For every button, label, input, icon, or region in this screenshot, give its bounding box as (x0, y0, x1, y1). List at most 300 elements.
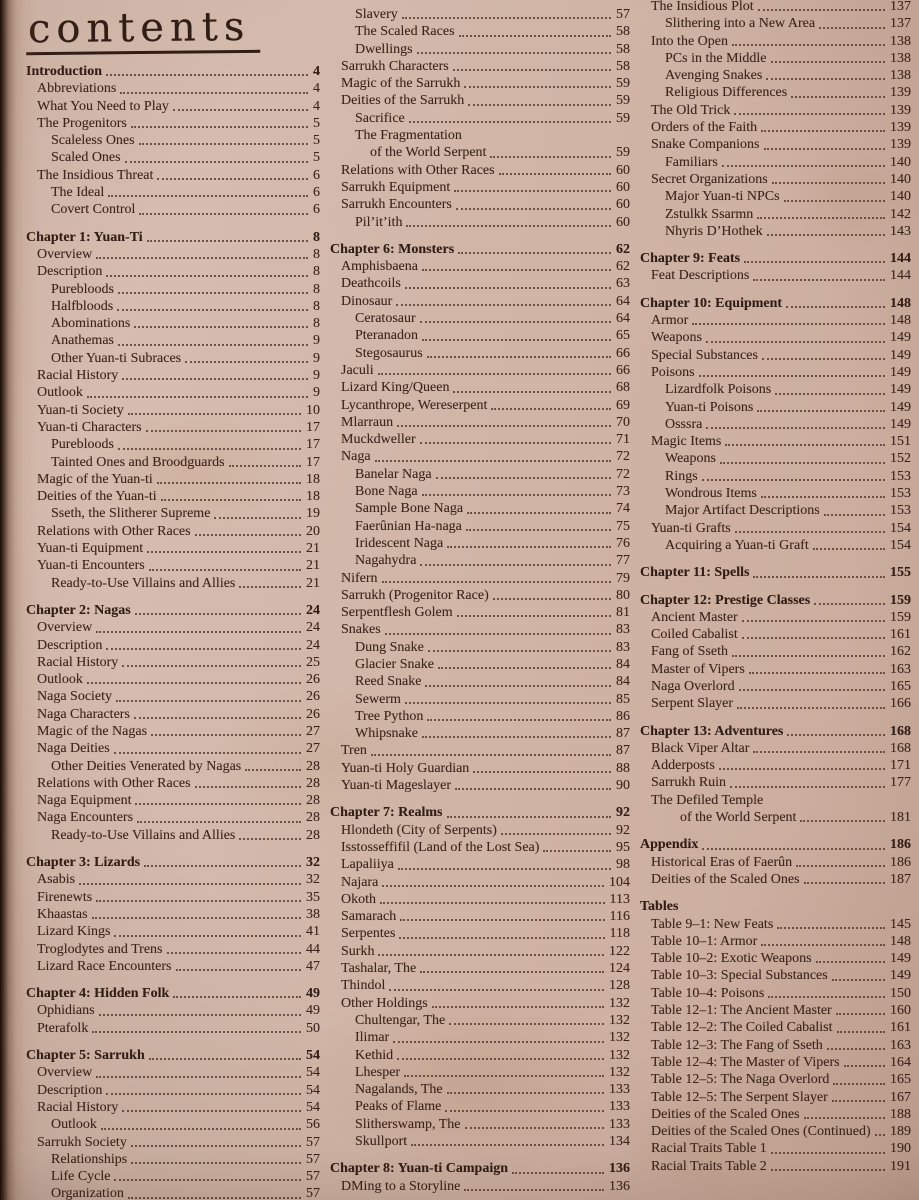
toc-entry (640, 223, 911, 240)
toc-entry (26, 298, 320, 315)
page-number: 85 (616, 691, 630, 707)
toc-entry (330, 977, 630, 994)
page-number: 9 (313, 385, 320, 401)
leader-dots (404, 1075, 604, 1077)
page-number: 72 (616, 466, 630, 482)
toc-entry (26, 575, 320, 592)
leader-dots (79, 883, 301, 885)
leader-dots (777, 927, 885, 929)
page-number: 148 (890, 313, 911, 329)
leader-dots (167, 952, 301, 954)
entry-title: Sarrukh Society (37, 1134, 127, 1150)
leader-dots (758, 9, 885, 11)
leader-dots (819, 27, 885, 29)
page-number: 26 (306, 689, 320, 705)
toc-entry (640, 1106, 911, 1123)
entry-title: Tainted Ones and Broodguards (51, 454, 225, 470)
entry-title: Chapter 6: Monsters (330, 241, 455, 257)
entry-title: Appendix (640, 837, 699, 853)
leader-dots (800, 820, 885, 822)
leader-dots (96, 900, 301, 902)
entry-title: Chapter 1: Yuan-Ti (26, 229, 143, 245)
entry-title: Tables (640, 899, 679, 915)
leader-dots (767, 234, 885, 236)
leader-dots (706, 427, 885, 429)
leader-dots (92, 917, 301, 919)
toc-entry (330, 621, 630, 638)
leader-dots (422, 269, 611, 271)
page-number: 144 (890, 268, 911, 284)
entry-title: Ophidians (37, 1003, 95, 1019)
page-number: 159 (890, 592, 911, 608)
leader-dots (771, 61, 885, 63)
toc-entry (330, 23, 630, 40)
toc-entry (26, 201, 320, 218)
page-number: 152 (890, 451, 911, 467)
entry-title: Asabis (37, 872, 76, 888)
entry-title: The Old Trick (651, 102, 731, 118)
entry-title: The Insidious Plot (651, 0, 754, 14)
page-number: 86 (616, 708, 630, 724)
toc-entry (330, 6, 630, 23)
entry-title: The Insidious Threat (37, 167, 154, 183)
leader-dots (453, 69, 611, 71)
page-number: 149 (890, 382, 911, 398)
toc-entry (640, 774, 911, 791)
entry-title: Tren (341, 743, 367, 759)
entry-title: Coiled Cabalist (651, 627, 738, 643)
leader-dots (732, 655, 885, 657)
entry-title: Hlondeth (City of Serpents) (341, 822, 497, 838)
toc-entry (330, 839, 630, 856)
toc-entry-continuation (330, 144, 630, 161)
entry-title: Pil’it’ith (355, 214, 403, 230)
page-number: 124 (609, 961, 630, 977)
leader-dots (116, 700, 301, 702)
toc-entry (330, 995, 630, 1012)
leader-dots (786, 306, 885, 308)
entry-title: Snake Companions (651, 137, 760, 153)
toc-entry (640, 50, 911, 67)
toc-entry (640, 985, 911, 1002)
toc-chapter-entry (330, 804, 630, 821)
toc-entry (640, 871, 911, 888)
toc-entry (640, 916, 911, 933)
page-number: 50 (306, 1020, 320, 1036)
toc-entry (26, 775, 320, 792)
toc-entry (330, 908, 630, 925)
leader-dots (147, 240, 308, 242)
toc-entry (26, 540, 320, 557)
leader-dots (402, 17, 611, 19)
page-number: 18 (306, 489, 320, 505)
toc-entry (330, 500, 630, 517)
page-number: 150 (890, 985, 911, 1001)
leader-dots (438, 667, 611, 669)
page-number: 60 (616, 214, 630, 230)
page-number: 41 (306, 924, 320, 940)
entry-title: Sarrukh (Progenitor Race) (341, 587, 489, 603)
page-number: 54 (306, 1048, 320, 1064)
entry-title: Yuan-ti Grafts (651, 520, 731, 536)
page-number: 4 (313, 64, 320, 79)
page-number: 87 (616, 743, 630, 759)
leader-dots (761, 130, 885, 132)
leader-dots (409, 121, 611, 123)
leader-dots (422, 736, 611, 738)
toc-entry (330, 708, 630, 725)
page-number: 143 (890, 223, 911, 239)
leader-dots (117, 309, 308, 311)
toc-entry (640, 626, 911, 643)
entry-title: Into the Open (651, 33, 728, 49)
toc-entry (26, 1151, 320, 1168)
page-number: 17 (306, 419, 320, 435)
leader-dots (397, 425, 611, 427)
leader-dots (499, 173, 611, 175)
entry-title: Acquiring a Yuan-ti Graft (665, 537, 809, 553)
toc-entry (26, 263, 320, 280)
toc-entry (640, 933, 911, 950)
leader-dots (768, 996, 885, 998)
leader-dots (455, 788, 611, 790)
toc-entry (330, 822, 630, 839)
leader-dots (744, 261, 885, 263)
toc-entry (26, 958, 320, 975)
entry-title: Chapter 7: Realms (330, 805, 443, 821)
toc-entry (640, 485, 911, 502)
leader-dots (420, 442, 611, 444)
toc-chapter-entry (26, 854, 320, 871)
page-number: 6 (313, 185, 320, 201)
entry-title: Abbreviations (37, 81, 117, 97)
page-number: 57 (306, 1134, 320, 1150)
page-number: 8 (313, 264, 320, 280)
page-number: 159 (890, 609, 911, 625)
leader-dots (118, 292, 308, 294)
page-number: 128 (609, 978, 630, 994)
entry-title: Deities of the Scaled Ones (651, 871, 800, 887)
entry-title: Yuan-ti Encounters (37, 558, 145, 574)
page-number: 28 (306, 758, 320, 774)
toc-entry (26, 706, 320, 723)
toc-entry (330, 379, 630, 396)
toc-entry (26, 149, 320, 166)
leader-dots (445, 1110, 604, 1112)
page-number: 4 (313, 81, 320, 97)
entry-title: Lycanthrope, Wereserpent (341, 397, 488, 413)
page-number: 139 (890, 102, 911, 118)
toc-entry (640, 1019, 911, 1036)
page-number: 83 (616, 639, 630, 655)
toc-entry (330, 275, 630, 292)
entry-title: The Fragmentation (355, 128, 462, 144)
entry-title: Feat Descriptions (651, 268, 750, 284)
page-number: 136 (609, 1161, 630, 1177)
entry-title: Purebloods (51, 281, 114, 297)
leader-dots (832, 1100, 885, 1102)
page-number: 32 (306, 855, 320, 871)
toc-entry (330, 874, 630, 891)
entry-title: Weapons (651, 330, 702, 346)
page-number: 60 (616, 162, 630, 178)
page-number: 148 (890, 295, 911, 311)
toc-chapter-entry (330, 241, 630, 258)
entry-title: Tree Python (355, 708, 424, 724)
page-number: 118 (609, 926, 630, 942)
leader-dots (699, 375, 885, 377)
toc-entry (330, 214, 630, 231)
page-number: 191 (890, 1158, 911, 1174)
entry-title: Slitherswamp, The (355, 1116, 461, 1132)
page-number: 9 (313, 333, 320, 349)
toc-entry (26, 471, 320, 488)
page-number: 92 (616, 822, 630, 838)
toc-entry (26, 1185, 320, 1200)
leader-dots (734, 113, 885, 115)
entry-title: Religious Differences (665, 85, 788, 101)
leader-dots (720, 462, 885, 464)
leader-dots (122, 665, 301, 667)
page-number: 161 (890, 627, 911, 643)
page-number: 133 (609, 1082, 630, 1098)
toc-entry (26, 809, 320, 826)
toc-entry (330, 925, 630, 942)
page-number: 58 (616, 41, 630, 57)
entry-title: Sewerm (355, 691, 401, 707)
entry-title: Other Deities Venerated by Nagas (51, 758, 242, 774)
page-number: 160 (890, 1003, 911, 1019)
leader-dots (453, 391, 611, 393)
toc-entry (330, 1047, 630, 1064)
entry-title: Khaastas (37, 906, 88, 922)
toc-entry (640, 757, 911, 774)
entry-title: Whipsnake (355, 726, 418, 742)
toc-entry (330, 1116, 630, 1133)
toc-chapter-entry (640, 250, 911, 267)
entry-title: Skullport (355, 1134, 408, 1149)
entry-title: Serpentes (341, 926, 396, 942)
entry-title: Naga (341, 449, 371, 465)
toc-entry (330, 1029, 630, 1046)
leader-dots (106, 1093, 301, 1095)
entry-title: Jaculi (341, 362, 374, 378)
entry-title: Outlook (37, 672, 83, 688)
page-number: 139 (890, 85, 911, 101)
entry-title: Chapter 8: Yuan-ti Campaign (330, 1161, 509, 1177)
toc-entry (330, 345, 630, 362)
entry-title: Glacier Snake (355, 656, 434, 672)
page-number: 186 (890, 854, 911, 870)
page-number: 10 (306, 402, 320, 418)
page-number: 87 (616, 726, 630, 742)
page-number: 74 (616, 501, 630, 517)
page-number: 132 (609, 1064, 630, 1080)
entry-title: Dwellings (355, 41, 413, 57)
toc-entry (26, 454, 320, 471)
entry-title: Introduction (26, 64, 102, 79)
entry-title: Magic of the Nagas (37, 723, 148, 739)
leader-dots (427, 719, 611, 721)
leader-dots (814, 603, 885, 605)
toc-column-1 (26, 4, 320, 1200)
leader-dots (436, 477, 611, 479)
leader-dots (813, 548, 885, 550)
leader-dots (457, 615, 611, 617)
page-number: 9 (313, 350, 320, 366)
entry-title: Fang of Sseth (651, 644, 728, 660)
entry-title: Abominations (51, 316, 131, 332)
page-number: 177 (890, 775, 911, 791)
toc-entry (26, 889, 320, 906)
page-number: 5 (313, 133, 320, 149)
page-number: 166 (890, 696, 911, 712)
page-number: 162 (890, 644, 911, 660)
leader-dots (108, 195, 308, 197)
toc-entry (26, 367, 320, 384)
toc-entry (26, 505, 320, 522)
leader-dots (771, 1152, 885, 1154)
toc-entry (26, 1134, 320, 1151)
toc-entry (640, 67, 911, 84)
entry-title: Deities of the Scaled Ones (651, 1106, 800, 1122)
leader-dots (692, 323, 885, 325)
toc-entry (330, 310, 630, 327)
toc-entry (330, 604, 630, 621)
page-number: 8 (313, 298, 320, 314)
entry-title: Outlook (37, 385, 83, 401)
page-number: 149 (890, 968, 911, 984)
toc-entry (640, 468, 911, 485)
leader-dots (375, 460, 611, 462)
entry-title: Scaleless Ones (51, 133, 135, 149)
leader-dots (836, 1013, 885, 1015)
entry-title: Yuan-ti Society (37, 402, 124, 418)
entry-title: Pterafolk (37, 1020, 89, 1036)
toc-entry (640, 364, 911, 381)
entry-title: Life Cycle (51, 1169, 111, 1185)
entry-title: Iridescent Naga (355, 535, 444, 551)
entry-title: Chapter 3: Lizards (26, 855, 141, 871)
leader-dots (449, 1023, 604, 1025)
page-number: 149 (890, 347, 911, 363)
entry-title: Table 12–2: The Coiled Cabalist (651, 1020, 833, 1036)
page-title: contents (26, 5, 261, 55)
leader-dots (380, 902, 605, 904)
toc-entry (330, 639, 630, 656)
page-number: 28 (306, 793, 320, 809)
leader-dots (139, 213, 308, 215)
leader-dots (706, 341, 885, 343)
page-number: 139 (890, 120, 911, 136)
leader-dots (464, 1189, 604, 1191)
toc-entry (26, 871, 320, 888)
leader-dots (239, 586, 301, 588)
page-number: 136 (609, 1178, 630, 1194)
entry-title: Sarrukh Ruin (651, 775, 727, 791)
page-number: 133 (609, 1116, 630, 1132)
leader-dots (396, 304, 611, 306)
leader-dots (106, 74, 308, 76)
toc-entry (26, 1168, 320, 1185)
entry-title: DMing to a Storyline (341, 1178, 461, 1194)
entry-title: Magic Items (651, 434, 722, 450)
entry-title: Table 12–1: The Ancient Master (651, 1003, 832, 1019)
toc-entry (330, 891, 630, 908)
toc-entry (26, 1064, 320, 1081)
entry-title: Faerûnian Ha-naga (355, 518, 462, 534)
entry-title: Chapter 5: Sarrukh (26, 1048, 145, 1064)
leader-dots (422, 339, 611, 341)
leader-dots (411, 1144, 604, 1146)
toc-entry (330, 587, 630, 604)
page-number: 24 (306, 620, 320, 636)
page-number: 165 (890, 678, 911, 694)
page-number: 95 (616, 839, 630, 855)
leader-dots (447, 1092, 604, 1094)
entry-title: Surkh (341, 943, 375, 959)
entry-title: Tashalar, The (341, 961, 417, 977)
toc-entry (330, 431, 630, 448)
toc-entry (640, 695, 911, 712)
toc-entry (26, 167, 320, 184)
toc-entry (330, 92, 630, 109)
page-number: 8 (313, 229, 320, 245)
entry-title: Lizard Kings (37, 924, 111, 940)
toc-entry (640, 1002, 911, 1019)
toc-entry (26, 384, 320, 401)
entry-title: Halfbloods (51, 298, 114, 314)
entry-title: Wondrous Items (665, 486, 757, 502)
leader-dots (427, 356, 611, 358)
page-number: 21 (306, 575, 320, 591)
page-number: 138 (890, 50, 911, 66)
toc-entry (640, 119, 911, 136)
leader-dots (465, 1127, 604, 1129)
entry-title: Adderposts (651, 758, 715, 774)
leader-dots (149, 1058, 301, 1060)
toc-entry (26, 1082, 320, 1099)
page-number: 155 (890, 565, 911, 581)
entry-title: Deathcoils (341, 276, 401, 292)
leader-dots (149, 569, 301, 571)
toc-entry (330, 466, 630, 483)
toc-entry (640, 206, 911, 223)
leader-dots (106, 648, 301, 650)
page-number: 49 (306, 986, 320, 1002)
page-number: 28 (306, 775, 320, 791)
entry-title: Dinosaur (341, 293, 393, 309)
page-number: 59 (616, 76, 630, 92)
entry-title: Yuan-ti Poisons (665, 399, 754, 415)
entry-title: Yuan-ti Holy Guardian (341, 760, 470, 776)
leader-dots (420, 971, 604, 973)
page-number: 21 (306, 541, 320, 557)
toc-entry (26, 740, 320, 757)
entry-title: Naga Society (37, 689, 113, 705)
entry-title: Chapter 11: Spells (640, 565, 750, 581)
entry-title: Racial History (37, 654, 119, 670)
page-number: 5 (313, 115, 320, 131)
page-number: 18 (306, 471, 320, 487)
entry-title: Black Viper Altar (651, 740, 750, 756)
leader-dots (144, 865, 301, 867)
entry-title: Chapter 12: Prestige Classes (640, 592, 811, 608)
toc-entry (26, 315, 320, 332)
leader-dots (473, 771, 611, 773)
toc-entry (26, 1002, 320, 1019)
page-number: 165 (890, 1072, 911, 1088)
